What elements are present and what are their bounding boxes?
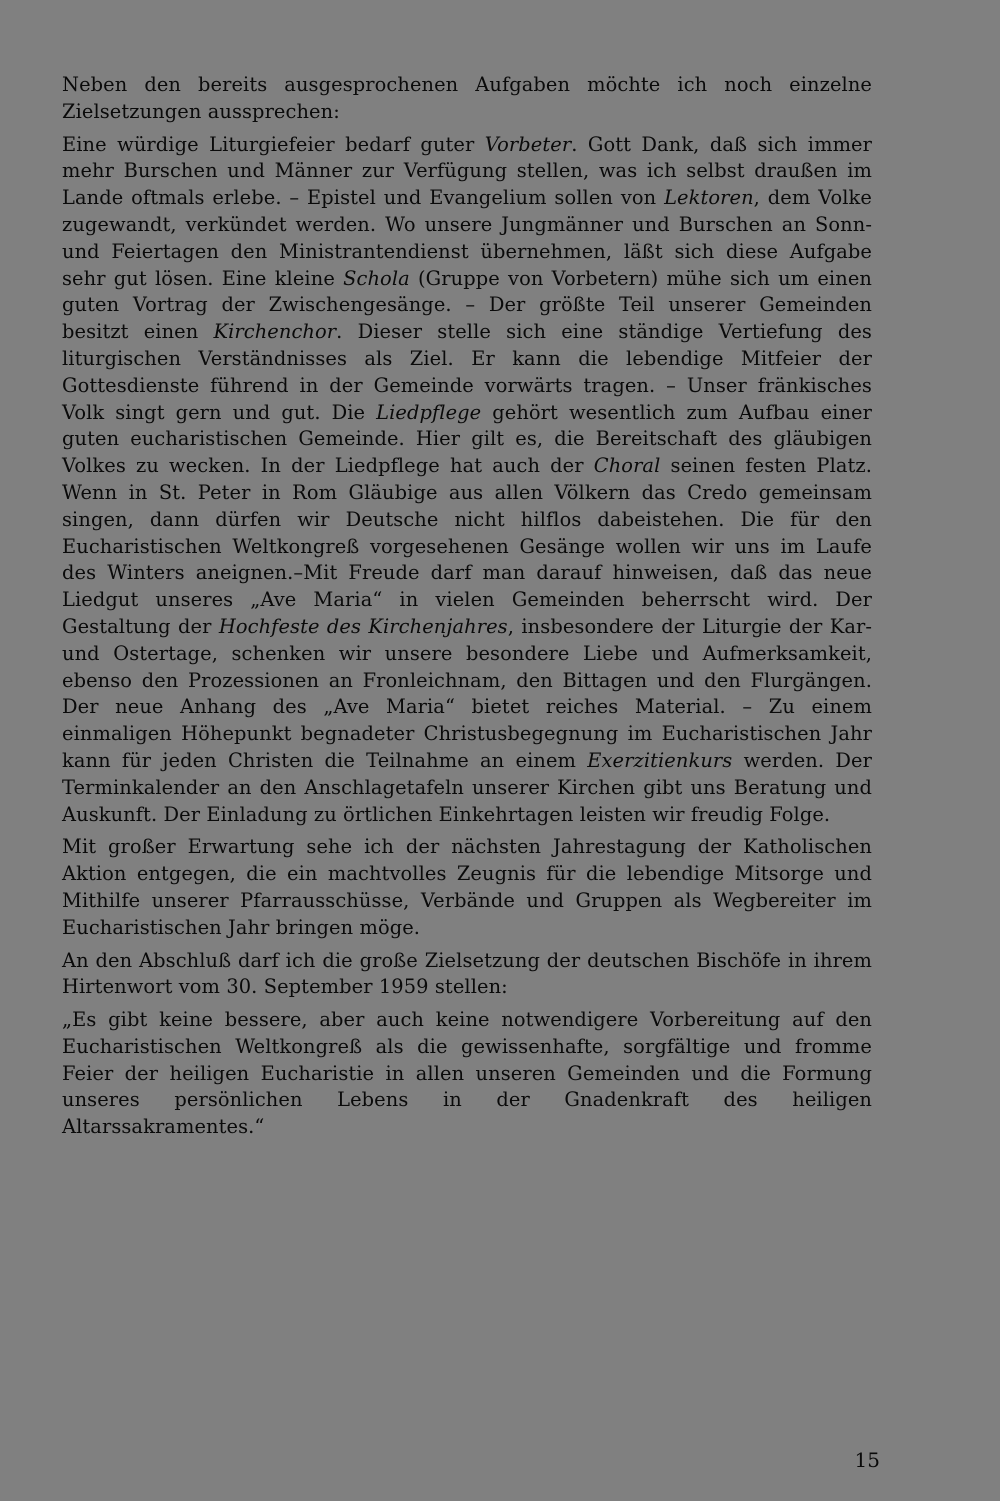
text-run: Eine würdige Liturgiefeier bedarf guter [62, 132, 485, 156]
text-run: gehört wesentlich zum Aufbau einer guten eucharistischen Gemeinde. Hier gilt es, die Bereitschaft des gläubigen Volkes zu wecken. In der Liedpflege hat auch der [62, 400, 872, 478]
paragraph [62, 834, 872, 941]
italic-term: Liedpflege [376, 400, 482, 424]
italic-term: Kirchenchor [213, 320, 337, 344]
text-run: Neben den bereits ausgesprochenen Aufgaben möchte ich noch einzelne Zielsetzungen aussprechen: [62, 73, 872, 123]
text-run: seinen festen Platz. Wenn in St. Peter in Rom Gläubige aus allen Völkern das Credo gemeinsam singen, dann dürfen wir Deutsche nicht hilflos dabeistehen. Die für den Eucharistischen Weltkongreß vorgesehenen Gesänge wollen wir uns im Laufe des Winters aneignen.–Mit Freude darf man darauf hinweisen, daß das neue Liedgut unseres „Ave Maria“ in vielen Gemeinden beherrscht wird. Der Gestaltung der [62, 454, 873, 638]
text-run: . Dieser stelle sich eine ständige Vertiefung des liturgischen Verständnisses als Ziel. Er kann die lebendige Mitfeier der Gottesdienste führend in der Gemeinde vorwärts tragen. – Unser fränkisches Volk singt gern und gut. Die [62, 320, 872, 424]
text-run: (Gruppe von Vorbetern) mühe sich um einen guten Vortrag der Zwischengesänge. – Der größte Teil unserer Gemeinden besitzt einen [62, 266, 872, 344]
paragraph [62, 72, 872, 126]
italic-term: Schola [343, 266, 410, 290]
text-run: . Gott Dank, daß sich immer mehr Burschen und Männer zur Verfügung stellen, was ich selbst draußen im Lande oftmals erlebe. – Epistel und Evangelium sollen von [62, 132, 873, 210]
italic-term: Lektoren [664, 186, 754, 210]
text-run: An den Abschluß darf ich die große Zielsetzung der deutschen Bischöfe in ihrem Hirtenwort vom 30. September 1959 stellen: [62, 948, 872, 999]
italic-term: Exerzitienkurs [587, 748, 733, 772]
body-text [62, 72, 872, 1147]
text-run: werden. Der Terminkalender an den Anschlagetafeln unserer Kirchen gibt uns Beratung und Auskunft. Der Einladung zu örtlichen Einkehrtagen leisten wir freudig Folge. [62, 748, 872, 826]
italic-term: Hochfeste des Kirchenjahres [218, 614, 508, 638]
paragraph [62, 1007, 872, 1141]
text-run: Mit großer Erwartung sehe ich der nächsten Jahrestagung der Katholischen Aktion entgegen, die ein machtvolles Zeugnis für die lebendige Mitsorge und Mithilfe unserer Pfarrausschüsse, Verbände und Gruppen als Wegbereiter im Eucharistischen Jahr bringen möge. [62, 835, 872, 939]
italic-term: Choral [593, 454, 661, 478]
paragraph [62, 948, 872, 1002]
paragraph [62, 132, 872, 829]
text-run: „Es gibt keine bessere, aber auch keine notwendigere Vorbereitung auf den Eucharistischen Weltkongreß als die gewissenhafte, sorgfältige und fromme Feier der heiligen Eucharistie in allen unseren Gemeinden und die Formung unseres persönlichen Lebens in der Gnadenkraft des heiligen Altarssakramentes.“ [62, 1008, 872, 1139]
text-run: , insbesondere der Liturgie der Kar- und Ostertage, schenken wir unsere besondere Liebe und Aufmerksamkeit, ebenso den Prozessionen an Fronleichnam, den Bittagen und den Flurgängen. Der neue Anhang des „Ave Maria“ bietet reiches Material. – Zu einem einmaligen Höhepunkt begnadeter Christusbegegnung im Eucharistischen Jahr kann für jeden Christen die Teilnahme an einem [62, 614, 873, 772]
italic-term: Vorbeter [484, 132, 572, 156]
page-number: 15 [854, 1448, 880, 1472]
text-run: , dem Volke zugewandt, verkündet werden. Wo unsere Jungmänner und Burschen an Sonn- und Feiertagen den Ministrantendienst übernehmen, läßt sich diese Aufgabe sehr gut lösen. Eine kleine [62, 186, 872, 290]
